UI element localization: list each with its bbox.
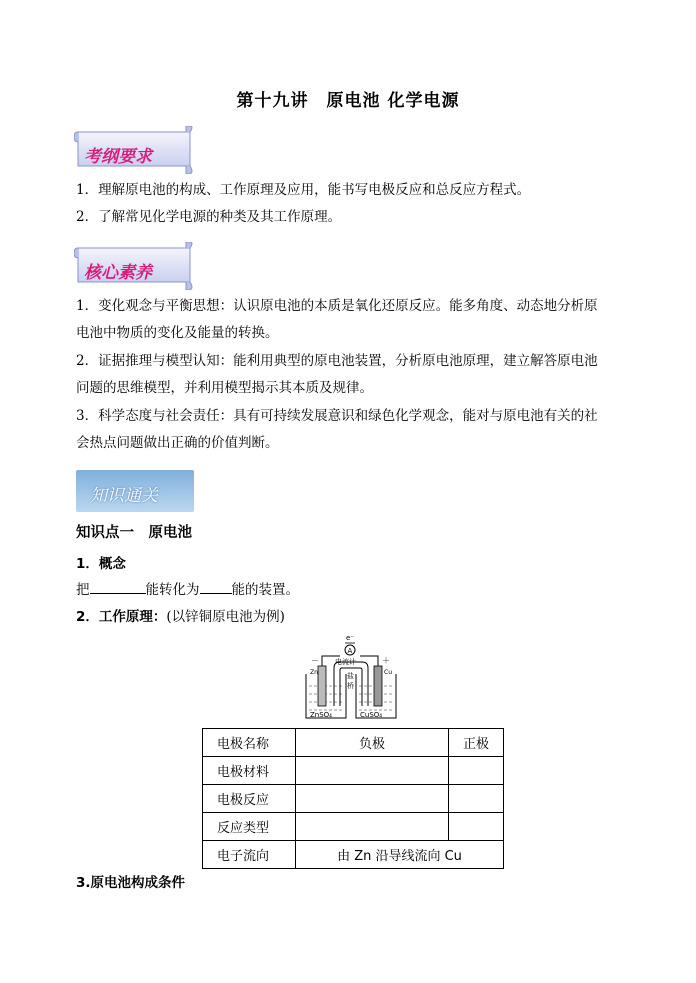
concept-prefix: 把 (76, 582, 90, 598)
concept-blank-2[interactable] (200, 580, 232, 594)
core-line-2: 电池中物质的变化及能量的转换。 (76, 325, 279, 341)
table-row-label: 反应类型 (203, 813, 296, 841)
bridge-label-2: 桥 (347, 682, 354, 690)
table-cell-blank[interactable] (449, 813, 504, 841)
core-line-3: 2．证据推理与模型认知：能利用典型的原电池装置，分析原电池原理，建立解答原电池 (76, 353, 598, 369)
table-header-cell: 正极 (449, 729, 504, 757)
table-header-cell: 电极名称 (203, 729, 296, 757)
principle-line (76, 608, 285, 626)
table-row-label: 电极材料 (203, 757, 296, 785)
zn-label: Zn (310, 669, 318, 676)
table-row-label: 电极反应 (203, 785, 296, 813)
core-line-6: 会热点问题做出正确的价值判断。 (76, 435, 279, 451)
section-3-heading: 3.原电池构成条件 (76, 875, 186, 891)
concept-mid: 能转化为 (145, 582, 200, 598)
meter-label: 电流计 (335, 658, 356, 666)
table-cell-blank[interactable] (296, 785, 449, 813)
table-cell-blank[interactable] (296, 757, 449, 785)
galvanic-cell-diagram (302, 634, 406, 722)
banner-knowledge (76, 470, 194, 512)
core-line-1: 1．变化观念与平衡思想：认识原电池的本质是氧化还原反应。能多角度、动态地分析原 (76, 298, 598, 314)
principle-note: (以锌铜原电池为例) (166, 609, 285, 625)
minus-label: － (311, 656, 319, 665)
core-line-4: 问题的思维模型，并利用模型揭示其本质及规律。 (76, 380, 373, 396)
plus-label: ＋ (382, 656, 390, 665)
electrode-table (202, 728, 504, 869)
table-cell-blank[interactable] (449, 785, 504, 813)
concept-sentence (76, 580, 299, 599)
bridge-label-1: 盐 (347, 672, 354, 680)
table-header-row (203, 729, 504, 757)
table-header-cell: 负极 (296, 729, 449, 757)
table-cell-blank[interactable] (296, 813, 449, 841)
right-solution-label: CuSO₄ (360, 711, 383, 719)
table-row (203, 785, 504, 813)
page-title: 第十九讲 原电池 化学电源 (236, 91, 460, 111)
concept-blank-1[interactable] (90, 580, 146, 594)
zinc-electrode (318, 666, 326, 706)
electron-label: e⁻ (346, 634, 355, 642)
table-row-label: 电子流向 (203, 841, 296, 869)
banner-exam-label: 考纲要求 (84, 147, 152, 167)
knowledge-point-title: 知识点一 原电池 (76, 525, 192, 541)
copper-electrode (374, 666, 382, 706)
table-row (203, 757, 504, 785)
core-line-5: 3．科学态度与社会责任：具有可持续发展意识和绿色化学观念，能对与原电池有关的社 (76, 408, 598, 424)
table-cell-blank[interactable] (449, 757, 504, 785)
table-row (203, 813, 504, 841)
exam-item-1: 1．理解原电池的构成、工作原理及应用，能书写电极反应和总反应方程式。 (76, 182, 531, 198)
principle-heading: 2．工作原理： (76, 609, 167, 625)
banner-exam (74, 126, 194, 178)
banner-knowledge-label: 知识通关 (90, 486, 158, 506)
banner-core-label: 核心素养 (84, 263, 152, 283)
concept-heading: 1．概念 (76, 556, 126, 572)
concept-suffix: 能的装置。 (231, 582, 299, 598)
table-row (203, 841, 504, 869)
banner-core (74, 242, 194, 294)
exam-item-2: 2．了解常见化学电源的种类及其工作原理。 (76, 209, 342, 225)
electron-flow-value: 由 Zn 沿导线流向 Cu (296, 841, 504, 869)
left-solution-label: ZnSO₄ (310, 711, 332, 719)
ammeter-label: A (347, 647, 353, 655)
cu-label: Cu (384, 669, 392, 676)
